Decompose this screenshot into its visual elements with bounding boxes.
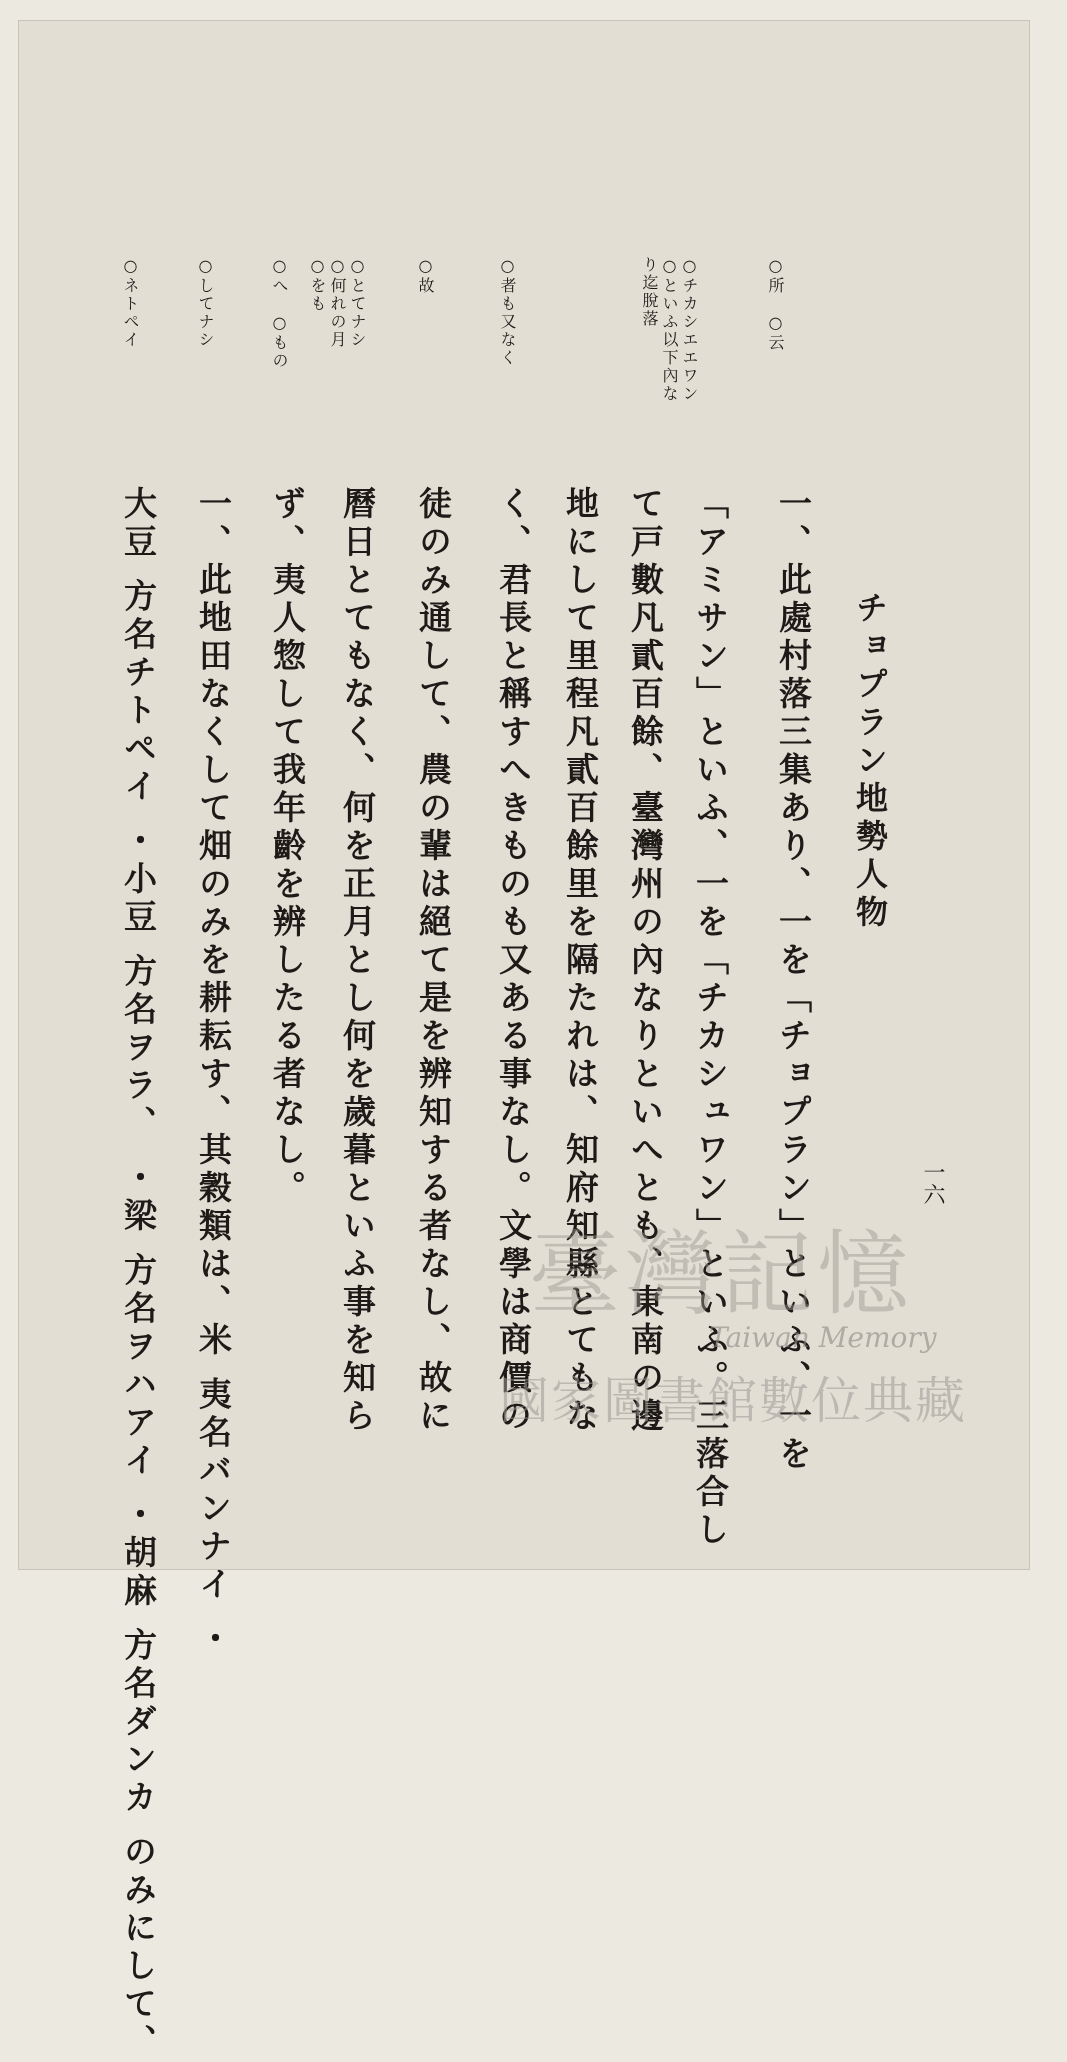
note-4: り迄脫落 bbox=[640, 256, 659, 328]
note-3: ○といふ以下內な bbox=[660, 256, 679, 403]
body-line-6: 徒のみ通して、農の輩は絕て是を辨知する者なし、故に bbox=[414, 486, 453, 1436]
watermark-library: 國家圖書館數位典藏 bbox=[499, 1372, 967, 1430]
note-11: ○してナシ bbox=[196, 256, 215, 349]
note-2: ○チカシエエワン bbox=[680, 256, 699, 403]
body-line-9: 一、此地田なくして畑のみを耕耘す、其穀類は、米 夷名バンナイ ・ bbox=[194, 486, 233, 1659]
note-9: ○をも bbox=[308, 256, 327, 313]
body-line-3: て戸數凡貳百餘、臺灣州の內なりといへとも、東南の邊 bbox=[626, 486, 665, 1436]
note-8: ○何れの月 bbox=[328, 256, 347, 349]
body-line-8: ず、夷人惣して我年齡を辨したる者なし。 bbox=[268, 486, 307, 1208]
note-10: ○へ ○もの bbox=[270, 256, 289, 370]
body-line-10: 大豆 方名チトペイ ・小豆 方名ヲラ、 ・梁 方名ヲハアイ ・胡麻 方名ダンカ のみにして、 bbox=[119, 486, 158, 2062]
note-7: ○とてナシ bbox=[348, 256, 367, 349]
note-1: ○所 ○云 bbox=[766, 256, 785, 352]
note-6: ○故 bbox=[416, 256, 435, 295]
body-line-7: 曆日とてもなく、何を正月とし何を歲暮といふ事を知ら bbox=[338, 486, 377, 1436]
book-page bbox=[18, 20, 1030, 2062]
section-title: チョプラン地勢人物 bbox=[851, 591, 889, 933]
body-line-5: く、君長と稱すへきものも又ある事なし。文學は商價の bbox=[494, 486, 533, 1436]
watermark bbox=[499, 1201, 999, 1451]
body-line-2: 「アミサン」といふ、一を「チカシュワン」といふ。三落合し bbox=[691, 486, 730, 1550]
note-5: ○者も又なく bbox=[498, 256, 517, 367]
body-line-1: 一、此處村落三集あり、一を「チョプラン」といふ、一を bbox=[774, 486, 813, 1474]
page-number: 一六 bbox=[920, 1161, 945, 1205]
note-12: ○ネトペイ bbox=[121, 256, 140, 349]
body-line-4: 地にして里程凡貳百餘里を隔たれは、知府知縣とてもな bbox=[561, 486, 600, 1436]
watermark-cjk: 臺灣記憶 bbox=[529, 1221, 914, 1328]
watermark-english: Taiwan Memory bbox=[709, 1321, 937, 1354]
